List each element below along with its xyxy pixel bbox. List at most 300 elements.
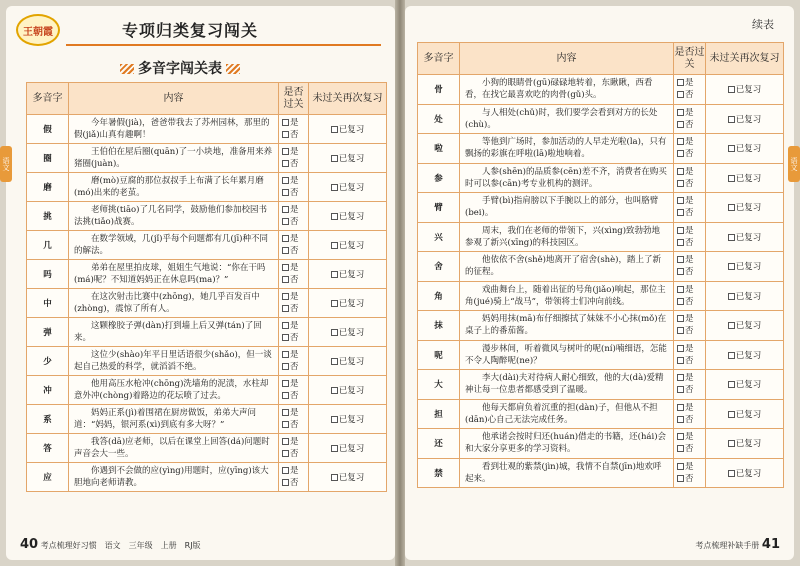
publisher-logo: [16, 14, 60, 46]
stripe-decoration-right: [226, 64, 240, 74]
reviewed-label: 已复习: [338, 299, 365, 309]
page-number-right: 41: [761, 537, 780, 552]
logo-text: 王朝霞: [23, 26, 53, 38]
continued-label: 续表: [752, 18, 774, 31]
no-checkbox[interactable]: [282, 450, 289, 457]
no-checkbox[interactable]: [677, 121, 684, 128]
yes-checkbox[interactable]: [677, 168, 684, 175]
reviewed-checkbox[interactable]: [728, 145, 735, 152]
header-review: 未过关再次复习: [706, 43, 784, 75]
reviewed-label: 已复习: [735, 114, 762, 125]
example-sentence: 看到壮观的紫禁(jìn)城，我情不自禁(jīn)地欢呼起来。: [460, 458, 674, 488]
reviewed-label: 已复习: [735, 468, 762, 479]
pass-cell: [674, 104, 706, 134]
example-sentence: 他用高压水枪冲(chōng)洗墙角的泥渍，水柱却意外冲(chòng)着路边的花坛喷了过去。: [69, 376, 279, 405]
yes-label: 是: [685, 314, 694, 325]
table-row: [418, 163, 784, 193]
page-number-left: 40: [20, 537, 39, 552]
no-label: 否: [290, 217, 299, 227]
review-cell: [706, 222, 784, 252]
reviewed-checkbox[interactable]: [331, 155, 338, 162]
title-rule: [66, 44, 381, 46]
header-content: 内容: [460, 43, 674, 75]
polyphone-char: 假: [27, 115, 69, 144]
no-label: 否: [685, 355, 694, 366]
review-cell: [309, 318, 387, 347]
example-sentence: 他每天都肩负着沉重的担(dàn)子，但他从不担(dān)心自己无法完成任务。: [460, 399, 674, 429]
no-label: 否: [290, 391, 299, 401]
reviewed-checkbox[interactable]: [331, 387, 338, 394]
yes-checkbox[interactable]: [677, 374, 684, 381]
table-row: [27, 115, 387, 144]
pass-cell: [674, 193, 706, 223]
example-sentence: 他承诺会按时归还(huán)借走的书籍，还(hái)会和大家分享更多的学习资料。: [460, 429, 674, 459]
yes-checkbox[interactable]: [282, 148, 289, 155]
table-row: [418, 370, 784, 400]
yes-checkbox[interactable]: [282, 409, 289, 416]
pass-cell: [279, 405, 309, 434]
review-cell: [706, 311, 784, 341]
reviewed-label: 已复习: [338, 386, 365, 396]
table-row: [418, 75, 784, 105]
table-row: [27, 463, 387, 492]
yes-checkbox[interactable]: [677, 286, 684, 293]
reviewed-checkbox[interactable]: [728, 204, 735, 211]
pass-cell: [674, 75, 706, 105]
no-checkbox[interactable]: [677, 327, 684, 334]
review-cell: [706, 281, 784, 311]
pass-cell: [279, 376, 309, 405]
no-label: 否: [290, 333, 299, 343]
table-row: [27, 405, 387, 434]
polyphone-char: 吗: [27, 260, 69, 289]
yes-label: 是: [685, 432, 694, 443]
example-sentence: 漫步林间，听着微风与树叶的呢(ní)喃细语，怎能不令人陶醉呢(ne)？: [460, 340, 674, 370]
no-label: 否: [685, 178, 694, 189]
yes-label: 是: [685, 373, 694, 384]
table-row: [27, 231, 387, 260]
polyphone-char: 应: [27, 463, 69, 492]
pass-cell: [674, 311, 706, 341]
yes-checkbox[interactable]: [677, 404, 684, 411]
polyphone-char: 挑: [27, 202, 69, 231]
reviewed-label: 已复习: [338, 125, 365, 135]
pass-cell: [674, 458, 706, 488]
polyphone-char: 角: [418, 281, 460, 311]
no-checkbox[interactable]: [677, 298, 684, 305]
reviewed-checkbox[interactable]: [331, 416, 338, 423]
polyphone-char: 中: [27, 289, 69, 318]
polyphone-char: 答: [27, 434, 69, 463]
reviewed-checkbox[interactable]: [728, 470, 735, 477]
polyphone-char: 禁: [418, 458, 460, 488]
no-checkbox[interactable]: [282, 421, 289, 428]
polyphone-char: 啦: [418, 134, 460, 164]
no-checkbox[interactable]: [282, 479, 289, 486]
polyphone-char: 呢: [418, 340, 460, 370]
review-cell: [309, 289, 387, 318]
yes-checkbox[interactable]: [677, 138, 684, 145]
yes-label: 是: [685, 255, 694, 266]
no-label: 否: [685, 385, 694, 396]
right-page: [405, 6, 798, 560]
review-cell: [309, 173, 387, 202]
reviewed-checkbox[interactable]: [331, 213, 338, 220]
reviewed-label: 已复习: [338, 183, 365, 193]
reviewed-checkbox[interactable]: [728, 440, 735, 447]
yes-label: 是: [290, 466, 299, 476]
reviewed-label: 已复习: [338, 328, 365, 338]
reviewed-label: 已复习: [735, 262, 762, 273]
reviewed-label: 已复习: [338, 241, 365, 251]
example-sentence: 妈妈正系(jì)着围裙在厨房做饭，弟弟大声问道：“妈妈，银河系(xì)到底有多大呀？”: [69, 405, 279, 434]
reviewed-label: 已复习: [735, 85, 762, 96]
yes-checkbox[interactable]: [677, 79, 684, 86]
header-content: 内容: [69, 83, 279, 115]
reviewed-checkbox[interactable]: [728, 381, 735, 388]
yes-checkbox[interactable]: [282, 322, 289, 329]
reviewed-checkbox[interactable]: [728, 263, 735, 270]
yes-label: 是: [685, 284, 694, 295]
table-row: [27, 289, 387, 318]
yes-label: 是: [685, 166, 694, 177]
book-gutter: [395, 0, 405, 566]
header-passed: 是否过关: [279, 83, 309, 115]
header-review: 未过关再次复习: [309, 83, 387, 115]
polyphone-char: 几: [27, 231, 69, 260]
page-title: 专项归类复习闯关: [122, 21, 259, 40]
no-label: 否: [685, 326, 694, 337]
polyphone-char: 大: [418, 370, 460, 400]
table-row: [27, 173, 387, 202]
reviewed-label: 已复习: [338, 357, 365, 367]
yes-label: 是: [290, 379, 299, 389]
pass-cell: [279, 289, 309, 318]
table-row: [418, 311, 784, 341]
table-row: [27, 144, 387, 173]
polyphone-char: 处: [418, 104, 460, 134]
yes-checkbox[interactable]: [282, 119, 289, 126]
yes-label: 是: [685, 225, 694, 236]
yes-label: 是: [290, 263, 299, 273]
yes-checkbox[interactable]: [282, 293, 289, 300]
pass-cell: [674, 370, 706, 400]
reviewed-label: 已复习: [735, 232, 762, 243]
reviewed-checkbox[interactable]: [331, 184, 338, 191]
polyphone-char: 还: [418, 429, 460, 459]
no-label: 否: [290, 449, 299, 459]
no-checkbox[interactable]: [677, 180, 684, 187]
yes-checkbox[interactable]: [677, 345, 684, 352]
no-checkbox[interactable]: [677, 475, 684, 482]
yes-label: 是: [685, 196, 694, 207]
yes-label: 是: [290, 321, 299, 331]
pass-cell: [674, 340, 706, 370]
reviewed-label: 已复习: [735, 173, 762, 184]
review-cell: [706, 399, 784, 429]
section-title-text: 多音字闯关表: [138, 61, 222, 77]
yes-checkbox[interactable]: [282, 235, 289, 242]
table-row: [418, 193, 784, 223]
no-label: 否: [685, 267, 694, 278]
pass-cell: [279, 115, 309, 144]
table-row: [418, 222, 784, 252]
pass-cell: [279, 260, 309, 289]
pass-cell: [279, 434, 309, 463]
yes-label: 是: [290, 176, 299, 186]
no-checkbox[interactable]: [677, 209, 684, 216]
example-sentence: 在这次射击比赛中(zhōng)，她几乎百发百中(zhòng)，震惊了所有人。: [69, 289, 279, 318]
reviewed-checkbox[interactable]: [331, 445, 338, 452]
reviewed-label: 已复习: [735, 144, 762, 155]
no-checkbox[interactable]: [282, 247, 289, 254]
review-cell: [309, 347, 387, 376]
review-cell: [706, 429, 784, 459]
no-label: 否: [685, 90, 694, 101]
review-cell: [706, 340, 784, 370]
example-sentence: 手臂(bì)指肩膀以下手腕以上的部分，也叫胳臂(bei)。: [460, 193, 674, 223]
yes-label: 是: [685, 78, 694, 89]
no-label: 否: [290, 130, 299, 140]
no-label: 否: [685, 237, 694, 248]
yes-label: 是: [290, 205, 299, 215]
example-sentence: 他依依不舍(shě)地离开了宿舍(shè)，踏上了新的征程。: [460, 252, 674, 282]
yes-label: 是: [290, 234, 299, 244]
reviewed-label: 已复习: [735, 439, 762, 450]
no-checkbox[interactable]: [677, 386, 684, 393]
reviewed-checkbox[interactable]: [728, 86, 735, 93]
review-cell: [309, 376, 387, 405]
polyphone-char: 参: [418, 163, 460, 193]
pass-cell: [674, 134, 706, 164]
reviewed-label: 已复习: [338, 154, 365, 164]
no-label: 否: [290, 188, 299, 198]
polyphone-char: 担: [418, 399, 460, 429]
review-cell: [706, 104, 784, 134]
pass-cell: [279, 463, 309, 492]
table-row: [418, 281, 784, 311]
no-label: 否: [685, 208, 694, 219]
yes-checkbox[interactable]: [282, 264, 289, 271]
review-cell: [706, 458, 784, 488]
example-sentence: 戏曲舞台上，随着出征的号角(jiǎo)响起，那位主角(jué)骑上“战马”，带领将士们冲向前线。: [460, 281, 674, 311]
review-cell: [309, 231, 387, 260]
no-label: 否: [290, 420, 299, 430]
yes-checkbox[interactable]: [677, 315, 684, 322]
reviewed-checkbox[interactable]: [331, 329, 338, 336]
no-label: 否: [685, 414, 694, 425]
review-cell: [309, 463, 387, 492]
pass-cell: [279, 173, 309, 202]
yes-checkbox[interactable]: [677, 197, 684, 204]
right-footer: [695, 537, 780, 552]
no-label: 否: [685, 149, 694, 160]
review-cell: [309, 434, 387, 463]
side-tab: 语文: [0, 146, 12, 182]
example-sentence: 王伯伯在屋后圈(quān)了一小块地，准备用来养猪圈(juàn)。: [69, 144, 279, 173]
yes-checkbox[interactable]: [282, 206, 289, 213]
reviewed-checkbox[interactable]: [331, 126, 338, 133]
no-checkbox[interactable]: [282, 305, 289, 312]
no-checkbox[interactable]: [677, 150, 684, 157]
example-sentence: 人参(shēn)的品质参(cēn)差不齐，消费者在购买时可以参(cān)考专业机构的测评。: [460, 163, 674, 193]
review-cell: [706, 252, 784, 282]
reviewed-label: 已复习: [735, 321, 762, 332]
reviewed-label: 已复习: [735, 409, 762, 420]
no-checkbox[interactable]: [282, 131, 289, 138]
no-label: 否: [685, 473, 694, 484]
example-sentence: 磨(mò)豆腐的那位叔叔手上布满了长年累月磨(mó)出来的老茧。: [69, 173, 279, 202]
review-cell: [309, 144, 387, 173]
reviewed-checkbox[interactable]: [728, 116, 735, 123]
header-passed: 是否过关: [674, 43, 706, 75]
yes-checkbox[interactable]: [677, 227, 684, 234]
reviewed-label: 已复习: [338, 444, 365, 454]
yes-label: 是: [290, 292, 299, 302]
example-sentence: 在数学领域，几(jǐ)乎每个问题都有几(jī)种不同的解法。: [69, 231, 279, 260]
pass-cell: [674, 429, 706, 459]
table-row: [418, 252, 784, 282]
review-cell: [706, 163, 784, 193]
pass-cell: [674, 281, 706, 311]
example-sentence: 弟弟在屋里拍皮球，姐姐生气地说：“你在干吗(má)呢？不知道妈妈正在休息吗(ma)？”: [69, 260, 279, 289]
reviewed-label: 已复习: [338, 473, 365, 483]
reviewed-checkbox[interactable]: [728, 293, 735, 300]
table-header-row: [418, 43, 784, 75]
polyphone-char: 圈: [27, 144, 69, 173]
no-label: 否: [685, 119, 694, 130]
reviewed-label: 已复习: [735, 380, 762, 391]
polyphone-char: 少: [27, 347, 69, 376]
yes-label: 是: [290, 437, 299, 447]
pass-cell: [279, 318, 309, 347]
no-checkbox[interactable]: [282, 218, 289, 225]
side-tab-right: 语文: [788, 146, 800, 182]
pass-cell: [279, 144, 309, 173]
stripe-decoration-left: [120, 64, 134, 74]
no-checkbox[interactable]: [282, 392, 289, 399]
pass-cell: [674, 399, 706, 429]
no-label: 否: [685, 444, 694, 455]
table-row: [418, 399, 784, 429]
yes-label: 是: [685, 137, 694, 148]
no-label: 否: [290, 275, 299, 285]
reviewed-checkbox[interactable]: [331, 474, 338, 481]
yes-checkbox[interactable]: [677, 256, 684, 263]
example-sentence: 这位少(shào)年平日里话语很少(shǎo)，但一谈起自己热爱的科学，就滔滔不绝。: [69, 347, 279, 376]
yes-checkbox[interactable]: [677, 109, 684, 116]
no-label: 否: [290, 246, 299, 256]
no-checkbox[interactable]: [282, 276, 289, 283]
example-sentence: 李大(dài)夫对待病人耐心细致，他的大(dà)爱精神让每一位患者都感受到了温暖。: [460, 370, 674, 400]
no-checkbox[interactable]: [677, 445, 684, 452]
pass-cell: [674, 222, 706, 252]
yes-label: 是: [290, 350, 299, 360]
no-checkbox[interactable]: [677, 357, 684, 364]
reviewed-checkbox[interactable]: [331, 271, 338, 278]
polyphone-char: 骨: [418, 75, 460, 105]
no-checkbox[interactable]: [677, 91, 684, 98]
yes-checkbox[interactable]: [282, 177, 289, 184]
review-cell: [706, 193, 784, 223]
yes-label: 是: [290, 147, 299, 157]
polyphone-char: 抹: [418, 311, 460, 341]
reviewed-checkbox[interactable]: [331, 300, 338, 307]
example-sentence: 这颗橡胶子弹(dàn)打到墙上后又弹(tán)了回来。: [69, 318, 279, 347]
yes-checkbox[interactable]: [282, 351, 289, 358]
no-label: 否: [290, 362, 299, 372]
yes-checkbox[interactable]: [677, 433, 684, 440]
header-char: 多音字: [418, 43, 460, 75]
yes-checkbox[interactable]: [282, 438, 289, 445]
no-checkbox[interactable]: [282, 334, 289, 341]
reviewed-checkbox[interactable]: [728, 322, 735, 329]
section-title: [116, 58, 244, 78]
table-row: [27, 434, 387, 463]
no-checkbox[interactable]: [282, 189, 289, 196]
example-sentence: 妈妈用抹(mā)布仔细擦拭了妹妹不小心抹(mǒ)在桌子上的番茄酱。: [460, 311, 674, 341]
pass-cell: [279, 347, 309, 376]
reviewed-label: 已复习: [338, 415, 365, 425]
review-cell: [309, 405, 387, 434]
review-cell: [309, 202, 387, 231]
polyphone-char: 臂: [418, 193, 460, 223]
yes-checkbox[interactable]: [677, 463, 684, 470]
table-row: [418, 134, 784, 164]
example-sentence: 等他到广场时，参加活动的人早走光啦(la)，只有飘扬的彩旗在呼啦(lā)啦地响着。: [460, 134, 674, 164]
left-footer: [20, 537, 201, 552]
table-header-row: [27, 83, 387, 115]
no-checkbox[interactable]: [282, 160, 289, 167]
pass-cell: [674, 252, 706, 282]
reviewed-checkbox[interactable]: [728, 175, 735, 182]
no-label: 否: [290, 478, 299, 488]
footer-text-right: 考点梳理补缺手册: [695, 541, 760, 550]
table-row: [27, 260, 387, 289]
polyphone-char: 磨: [27, 173, 69, 202]
table-row: [27, 347, 387, 376]
yes-checkbox[interactable]: [282, 380, 289, 387]
table-row: [418, 104, 784, 134]
example-sentence: 你遇到不会做的应(yìng)用题时，应(yīng)该大胆地向老师请教。: [69, 463, 279, 492]
example-sentence: 今年暑假(jià)，爸爸带我去了苏州园林，那里的假(jiǎ)山真有趣啊！: [69, 115, 279, 144]
yes-checkbox[interactable]: [282, 467, 289, 474]
no-checkbox[interactable]: [677, 268, 684, 275]
yes-label: 是: [685, 107, 694, 118]
footer-text-left: 考点梳理好习惯 语文 三年级 上册 RJ版: [40, 541, 201, 550]
polyphone-table-right: [417, 42, 784, 488]
no-checkbox[interactable]: [282, 363, 289, 370]
review-cell: [706, 75, 784, 105]
reviewed-checkbox[interactable]: [728, 234, 735, 241]
table-row: [418, 429, 784, 459]
pass-cell: [279, 202, 309, 231]
header-char: 多音字: [27, 83, 69, 115]
table-row: [27, 202, 387, 231]
left-page: [2, 6, 395, 560]
reviewed-checkbox[interactable]: [331, 242, 338, 249]
reviewed-checkbox[interactable]: [728, 411, 735, 418]
table-row: [418, 340, 784, 370]
reviewed-checkbox[interactable]: [728, 352, 735, 359]
yes-label: 是: [685, 343, 694, 354]
polyphone-char: 兴: [418, 222, 460, 252]
reviewed-checkbox[interactable]: [331, 358, 338, 365]
example-sentence: 周末，我们在老师的带领下，兴(xìng)致勃勃地参观了新兴(xīng)的科技园区。: [460, 222, 674, 252]
no-checkbox[interactable]: [677, 239, 684, 246]
reviewed-label: 已复习: [735, 203, 762, 214]
no-checkbox[interactable]: [677, 416, 684, 423]
